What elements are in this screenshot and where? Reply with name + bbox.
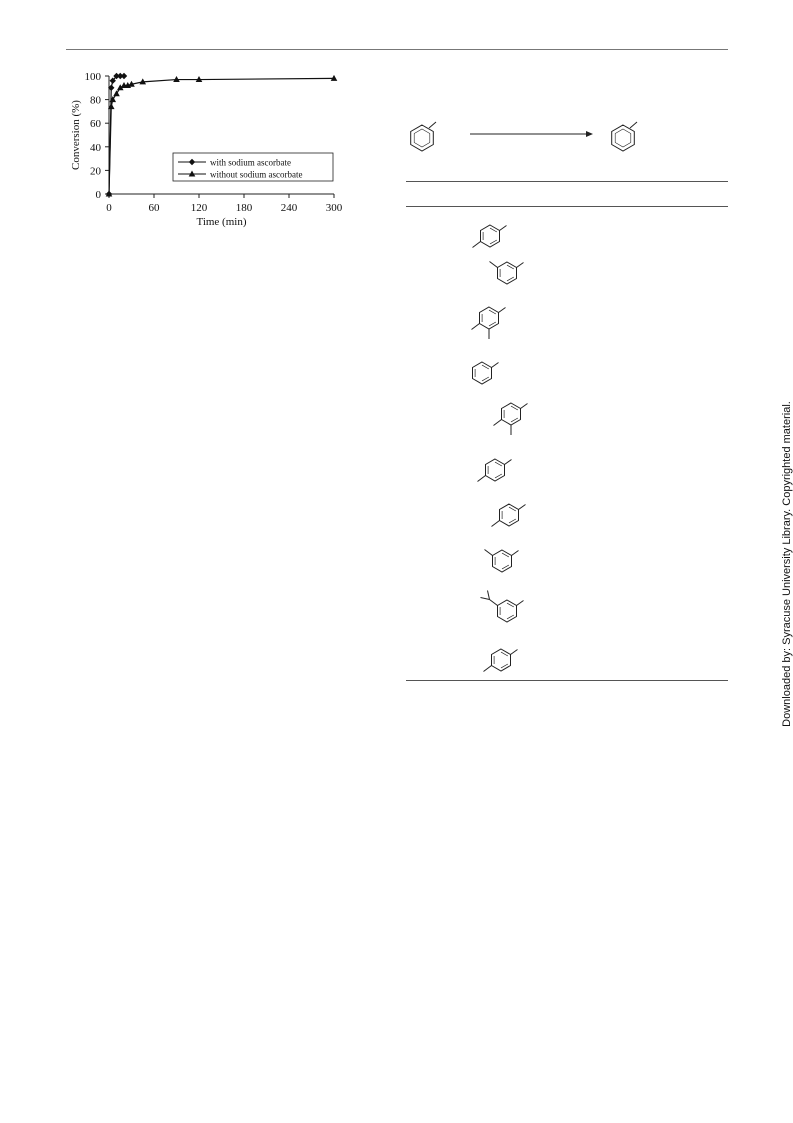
reaction-scheme [400, 100, 730, 160]
y-tick-label: 80 [90, 94, 101, 107]
data-point [121, 73, 127, 79]
x-tick-label: 120 [190, 202, 208, 214]
conversion-chart [66, 66, 356, 236]
chart-legend [173, 153, 333, 181]
legend-label: without sodium ascorbate [210, 169, 303, 180]
product-benzene-icon [612, 122, 637, 151]
trisubstituted-benzene-icon [481, 384, 541, 444]
x-tick-label: 240 [280, 202, 298, 214]
x-tick-label: 60 [148, 202, 160, 214]
y-tick-label: 20 [90, 165, 101, 178]
x-tick-label: 300 [325, 202, 343, 214]
y-tick-label: 60 [90, 118, 101, 131]
y-tick-label: 100 [84, 71, 101, 83]
x-tick-label: 180 [235, 202, 253, 214]
x-axis-label: Time (min) [196, 216, 247, 228]
page-top-rule [66, 49, 728, 50]
table-bottom-rule [406, 680, 728, 681]
chart-ticks [85, 71, 343, 214]
reaction-arrow-icon [470, 131, 593, 137]
watermark-text: Downloaded by: Syracuse University Library. Copyrighted material. [781, 401, 793, 727]
legend-label: with sodium ascorbate [210, 157, 291, 168]
y-axis-label: Conversion (%) [70, 100, 82, 170]
y-tick-label: 40 [90, 141, 101, 154]
para-disubstituted-benzene-icon [471, 630, 531, 690]
x-tick-label: 0 [106, 202, 112, 214]
y-tick-label: 0 [95, 189, 101, 201]
reactant-benzene-icon [411, 122, 436, 151]
trisubstituted-benzene-icon [459, 288, 519, 348]
table-top-rule [406, 181, 728, 182]
table-header-rule [406, 206, 728, 207]
